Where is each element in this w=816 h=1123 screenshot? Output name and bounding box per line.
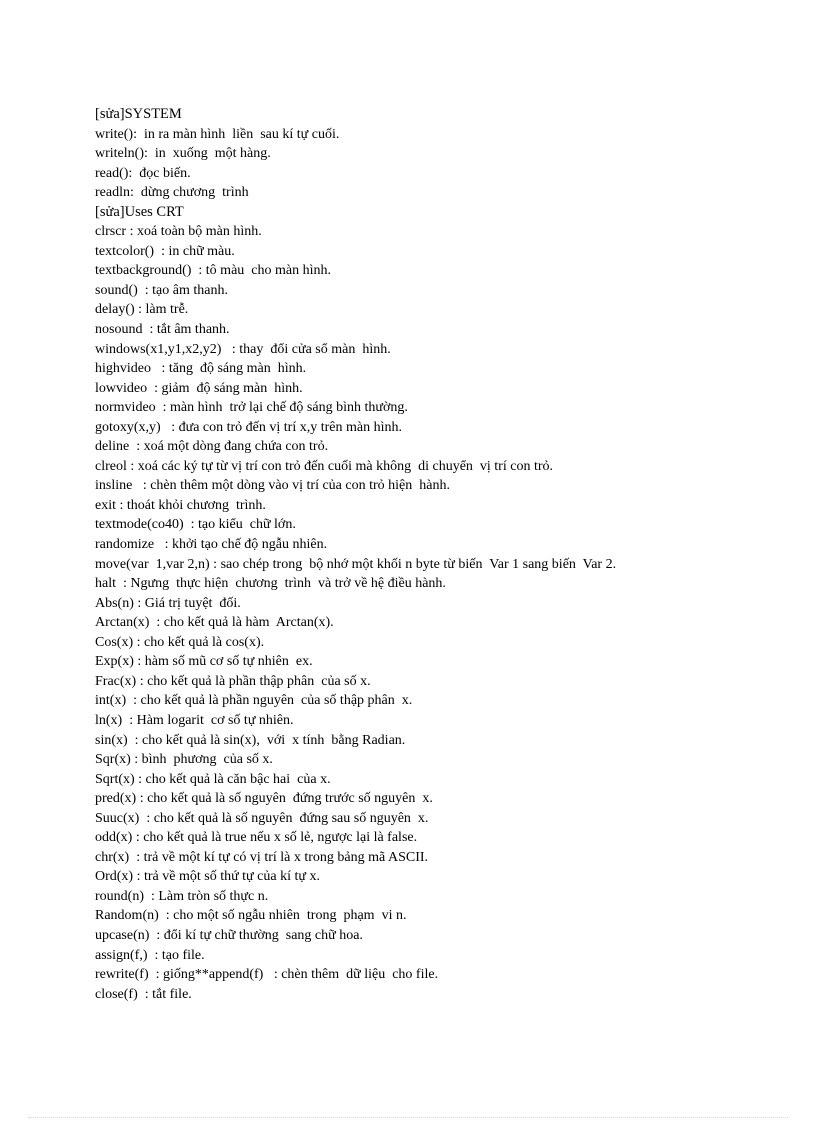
document-line: rewrite(f) : giống**append(f) : chèn thêm dữ liệu cho file. [95,967,439,983]
page-bottom-rule [28,1117,788,1118]
document-line: textbackground() : tô màu cho màn hình. [95,263,331,279]
document-line: readln: dừng chương trình [95,185,249,201]
document-line: halt : Ngưng thực hiện chương trình và trở về hệ điều hành. [95,576,446,592]
section-heading: [sửa]Uses CRT [95,203,184,220]
document-line: exit : thoát khỏi chương trình. [95,497,266,513]
document-line: ln(x) : Hàm logarit cơ số tự nhiên. [95,712,294,728]
document-line: deline : xoá một dòng đang chứa con trỏ. [95,439,329,455]
document-line: clreol : xoá các ký tự từ vị trí con trỏ đến cuối mà không di chuyển vị trí con trỏ. [95,458,554,474]
document-line: Abs(n) : Giá trị tuyệt đối. [95,595,241,611]
document-line: chr(x) : trả về một kí tự có vị trí là x trong bảng mã ASCII. [95,849,429,865]
document-line: writeln(): in xuống một hàng. [95,146,271,162]
document-line: delay() : làm trễ. [95,302,189,318]
section-heading: [sửa]SYSTEM [95,106,182,122]
document-line: Exp(x) : hàm số mũ cơ số tự nhiên ex. [95,654,313,670]
document-line: randomize : khởi tạo chế độ ngẫu nhiên. [95,537,328,553]
document-line: write(): in ra màn hình liền sau kí tự cuối. [95,126,340,142]
document-line: sin(x) : cho kết quả là sin(x), với x tính bằng Radian. [95,732,406,748]
document-line: textmode(co40) : tạo kiểu chữ lớn. [95,517,296,533]
document-line: insline : chèn thêm một dòng vào vị trí của con trỏ hiện hành. [95,478,450,494]
document-line: int(x) : cho kết quả là phần nguyên của số thập phân x. [95,693,413,709]
document-line: round(n) : Làm tròn số thực n. [95,888,269,904]
document-line: gotoxy(x,y) : đưa con trỏ đến vị trí x,y trên màn hình. [95,419,402,435]
document-line: upcase(n) : đổi kí tự chữ thường sang chữ hoa. [95,927,363,943]
document-line: clrscr : xoá toàn bộ màn hình. [95,224,262,240]
document-line: odd(x) : cho kết quả là true nếu x số lẻ, ngược lại là false. [95,830,418,846]
document-line: Arctan(x) : cho kết quả là hàm Arctan(x). [95,615,334,631]
document-line: textcolor() : in chữ màu. [95,243,235,259]
document-line: Random(n) : cho một số ngẫu nhiên trong phạm vi n. [95,908,407,924]
document-line: close(f) : tắt file. [95,986,192,1002]
document-line: Sqr(x) : bình phương của số x. [95,752,273,768]
document-line: pred(x) : cho kết quả là số nguyên đứng trước số nguyên x. [95,791,433,807]
document-line: Ord(x) : trả về một số thứ tự của kí tự x. [95,869,320,885]
document-line: lowvideo : giảm độ sáng màn hình. [95,380,303,396]
document-line: Frac(x) : cho kết quả là phần thập phân của số x. [95,673,371,689]
document-line: sound() : tạo âm thanh. [95,282,228,298]
document-line: normvideo : màn hình trở lại chế độ sáng bình thường. [95,400,408,416]
document-line: assign(f,) : tạo file. [95,947,205,963]
document-line: highvideo : tăng độ sáng màn hình. [95,361,307,377]
document-body [95,105,795,1004]
document-line: Cos(x) : cho kết quả là cos(x). [95,634,265,650]
document-line: nosound : tắt âm thanh. [95,322,230,338]
document-line: windows(x1,y1,x2,y2) : thay đổi cửa sổ màn hình. [95,341,391,357]
document-line: read(): đọc biến. [95,165,191,181]
document-line: Suuc(x) : cho kết quả là số nguyên đứng sau số nguyên x. [95,810,429,826]
document-line: move(var 1,var 2,n) : sao chép trong bộ nhớ một khối n byte từ biến Var 1 sang biến Var 2. [95,556,617,572]
document-line: Sqrt(x) : cho kết quả là căn bậc hai của x. [95,771,331,787]
